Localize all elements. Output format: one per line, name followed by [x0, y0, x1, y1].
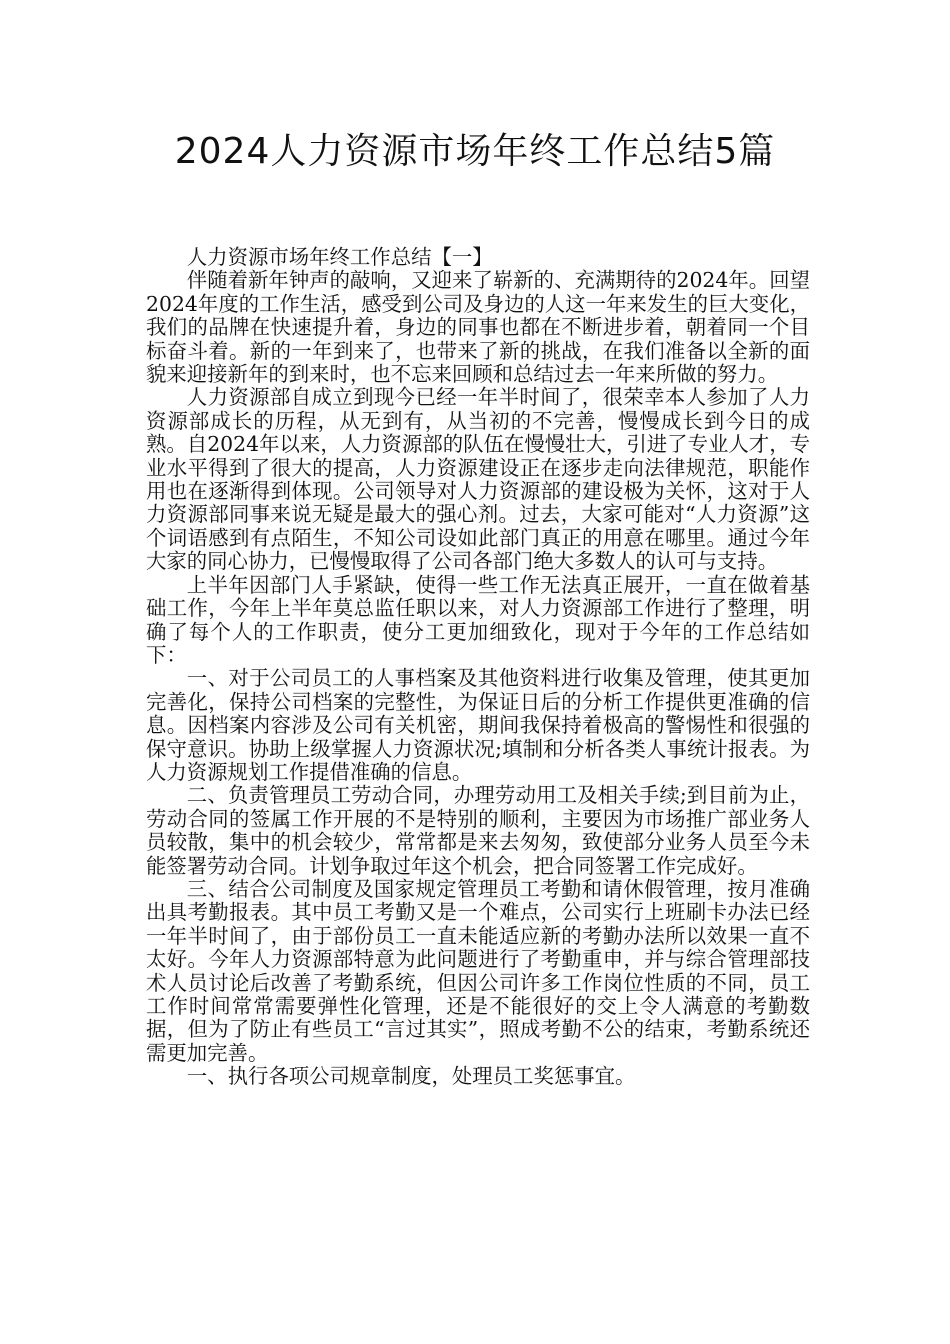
- paragraph: 上半年因部门人手紧缺，使得一些工作无法真正展开，一直在做着基础工作，今年上半年莫总监任职以来，对人力资源部工作进行了整理，明确了每个人的工作职责，使分工更加细致化，现对于今年的工作总结如下：: [146, 572, 810, 667]
- paragraph: 人力资源部自成立到现今已经一年半时间了，很荣幸本人参加了人力资源部成长的历程，从无到有，从当初的不完善，慢慢成长到今日的成熟。自2024年以来，人力资源部的队伍在慢慢壮大，引进了专业人才，专业水平得到了很大的提高，人力资源建设正在逐步走向法律规范，职能作用也在逐渐得到体现。公司领导对人力资源部的建设极为关怀，这对于人力资源部同事来说无疑是最大的强心剂。过去，大家可能对“人力资源”这个词语感到有点陌生，不知公司设如此部门真正的用意在哪里。通过今年大家的同心协力，已慢慢取得了公司各部门绝大多数人的认可与支持。: [146, 385, 810, 574]
- paragraph: 一、执行各项公司规章制度，处理员工奖惩事宜。: [186, 1064, 636, 1089]
- paragraph: 一、对于公司员工的人事档案及其他资料进行收集及管理，使其更加完善化，保持公司档案的完整性，为保证日后的分析工作提供更准确的信息。因档案内容涉及公司有关机密，期间我保持着极高的警惕性和很强的保守意识。协助上级掌握人力资源状况;填制和分析各类人事统计报表。为人力资源规划工作提借准确的信息。: [146, 666, 810, 784]
- section-heading: 人力资源市场年终工作总结【一】: [186, 245, 493, 269]
- paragraph: 二、负责管理员工劳动合同，办理劳动用工及相关手续;到目前为止，劳动合同的签属工作开展的不是特别的顺利，主要因为市场推广部业务人员较散，集中的机会较少，常常都是来去匆匆，致使部分业务人员至今未能签署劳动合同。计划争取过年这个机会，把合同签署工作完成好。: [146, 783, 810, 878]
- document-title: 2024人力资源市场年终工作总结5篇: [174, 131, 776, 172]
- paragraph: 伴随着新年钟声的敲响，又迎来了崭新的、充满期待的2024年。回望2024年度的工作生活，感受到公司及身边的人这一年来发生的巨大变化，我们的品牌在快速提升着，身边的同事也都在不断进步着，朝着同一个目标奋斗着。新的一年到来了，也带来了新的挑战，在我们准备以全新的面貌来迎接新年的到来时，也不忘来回顾和总结过去一年来所做的努力。: [146, 268, 810, 387]
- paragraph: 三、结合公司制度及国家规定管理员工考勤和请休假管理，按月准确出具考勤报表。其中员工考勤又是一个难点，公司实行上班刷卡办法已经一年半时间了，由于部份员工一直未能适应新的考勤办法所以效果一直不太好。今年人力资源部特意为此问题进行了考勤重申，并与综合管理部技术人员讨论后改善了考勤系统，但因公司许多工作岗位性质的不同，员工工作时间常常需要弹性化管理，还是不能很好的交上令人满意的考勤数据，但为了防止有些员工“言过其实”，照成考勤不公的结束，考勤系统还需更加完善。: [146, 876, 810, 1065]
- document-body: [146, 246, 810, 1089]
